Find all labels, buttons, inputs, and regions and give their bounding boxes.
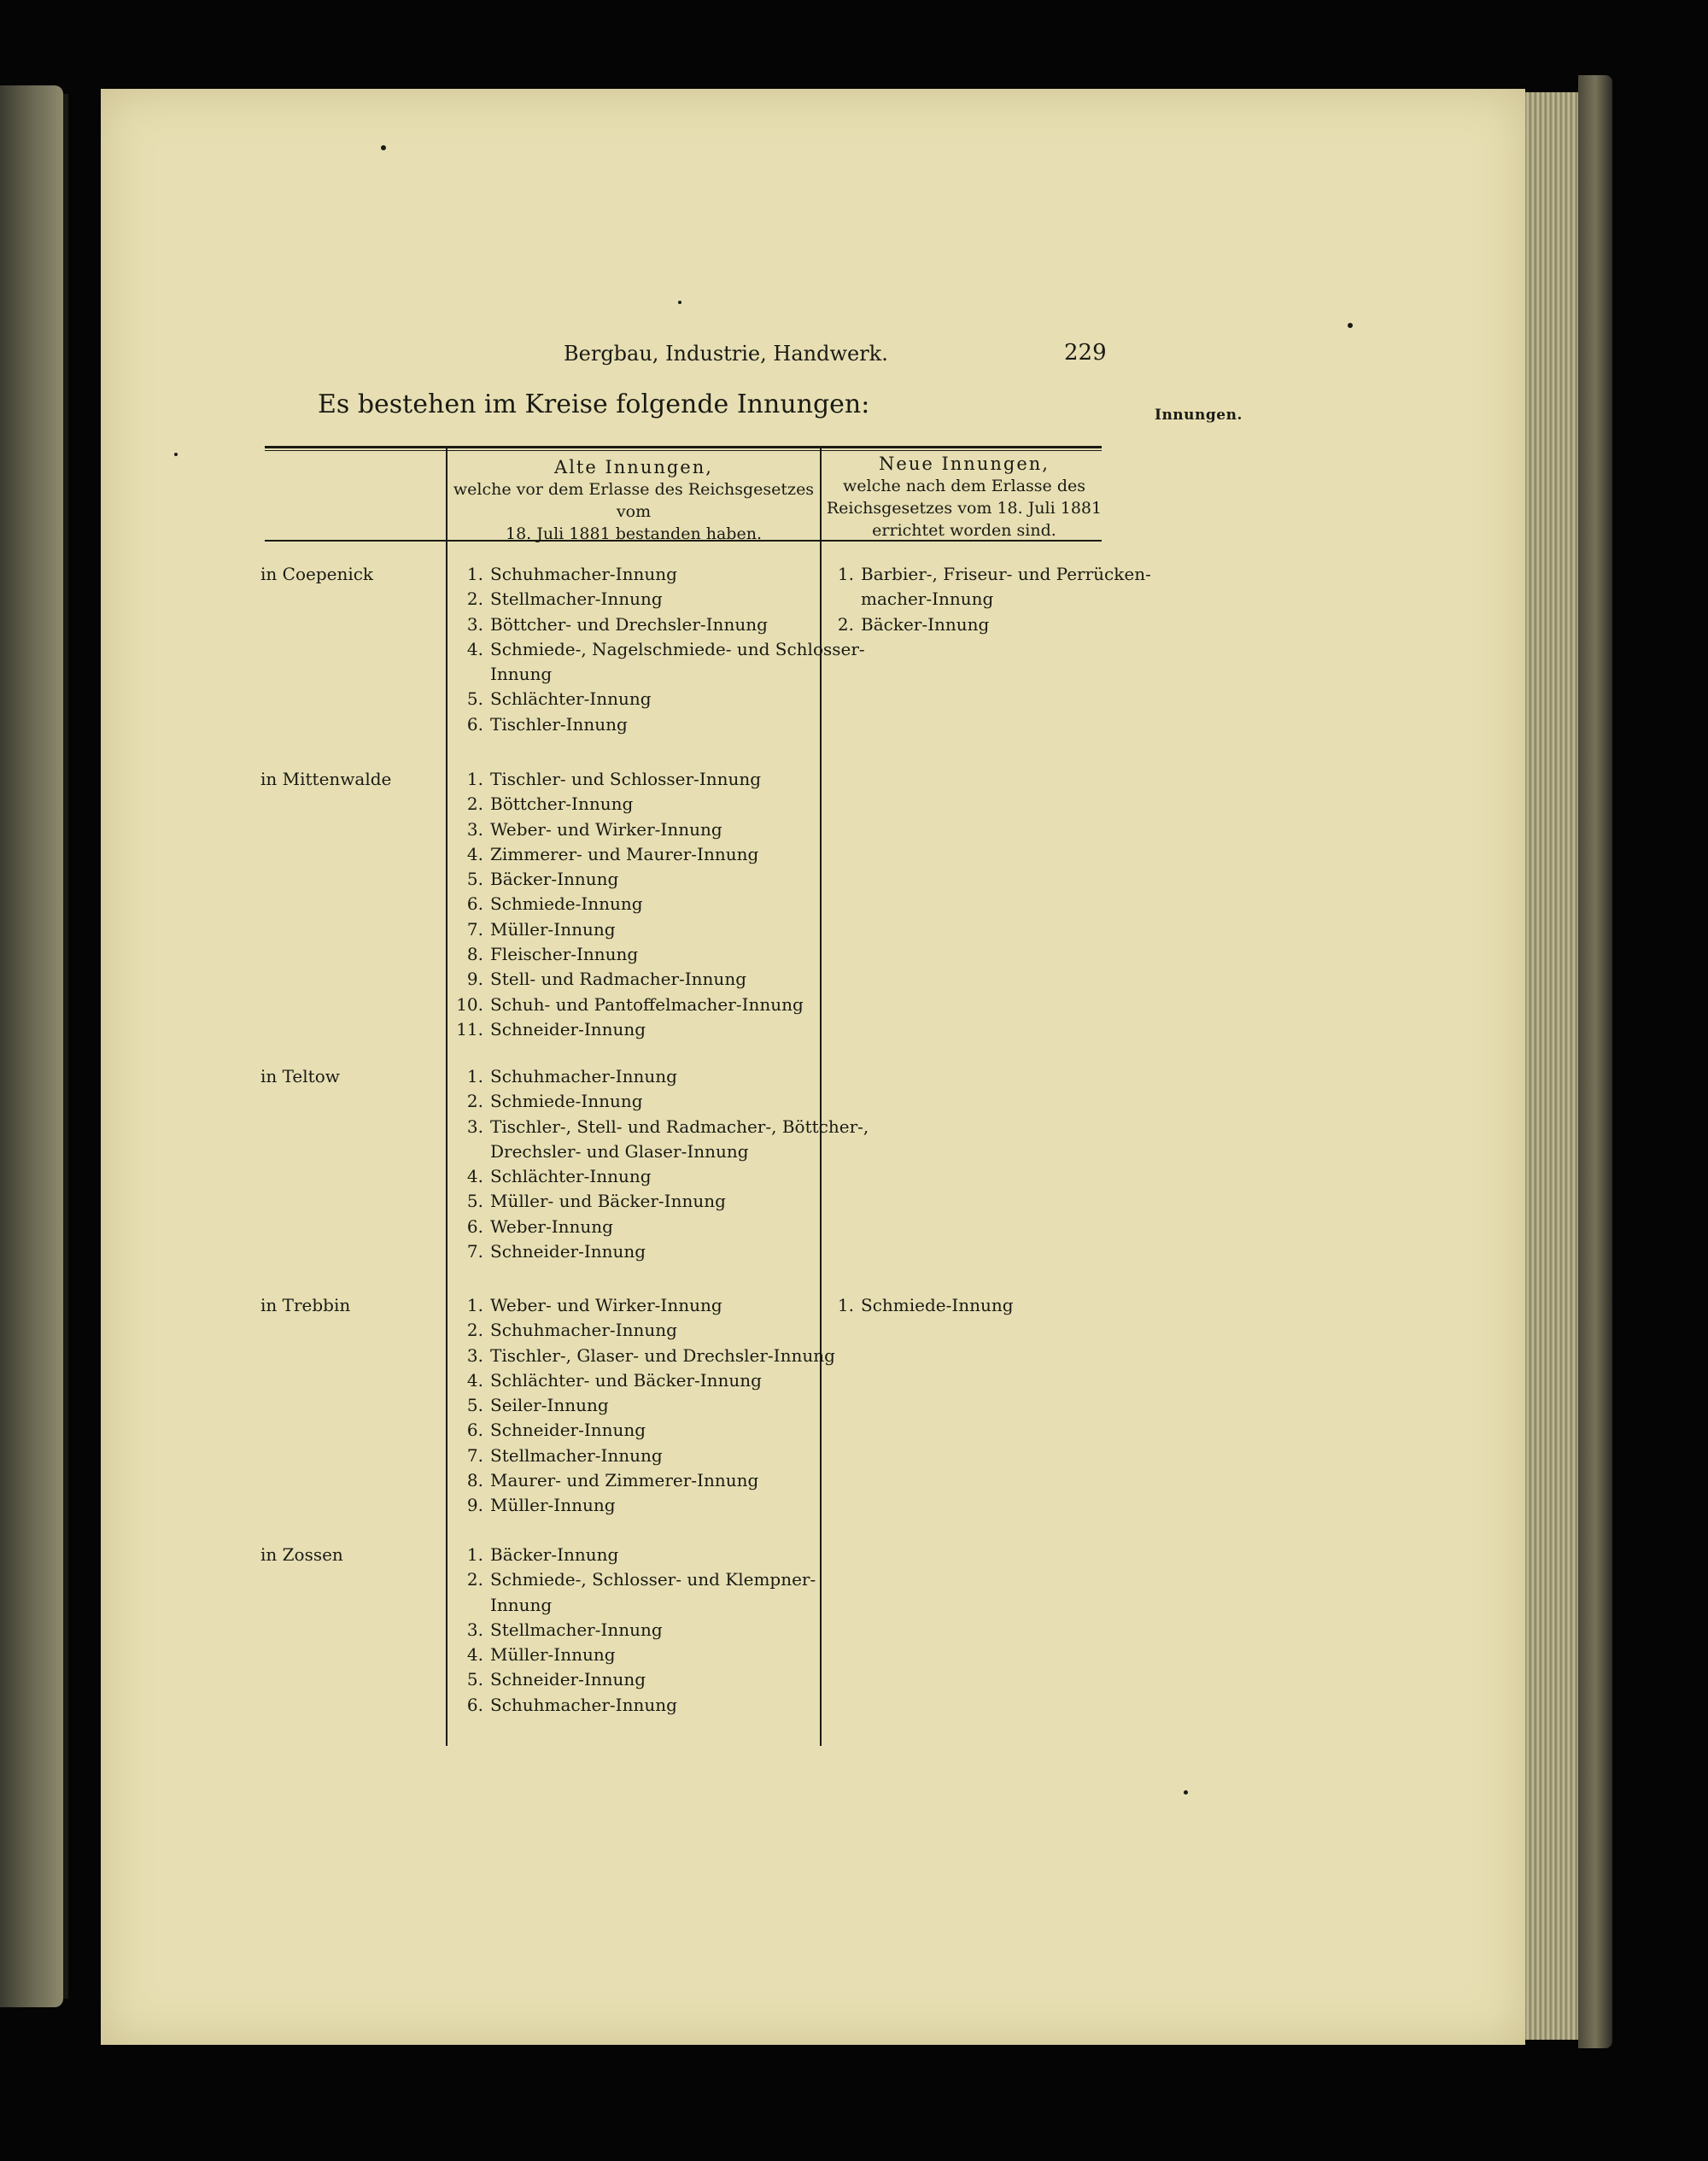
item-text: Schlächter-Innung [490,1166,652,1187]
list-item [453,562,865,587]
item-number: 3. [466,1619,483,1640]
book-cover-edge [1578,75,1612,2048]
list-item [453,1618,816,1643]
list-item [453,1567,816,1592]
new-innung-list [823,562,1151,637]
item-text: Schneider-Innung [490,1669,646,1690]
column-header-new-line3: errichtet worden sind. [872,521,1056,540]
list-item [453,612,865,637]
page-block-edge [1525,92,1578,2040]
item-text: Seiler-Innung [490,1395,609,1416]
list-item [453,1368,835,1393]
list-item [453,1643,816,1667]
item-text: Böttcher- und Drechsler-Innung [490,613,768,635]
speck [174,453,178,456]
list-item [453,1189,869,1214]
list-item [453,587,865,612]
list-item [453,1468,835,1493]
item-number: 1. [466,564,483,584]
list-item [453,892,804,917]
item-text: Tischler- und Schlosser-Innung [490,769,762,789]
list-item [453,1593,816,1618]
item-number: 11. [456,1018,483,1040]
column-header-new-line2: Reichsgesetzes vom 18. Juli 1881 [826,499,1103,518]
page-number: 229 [1064,340,1107,366]
item-number: 5. [466,869,483,890]
item-number: 4. [466,1166,483,1187]
item-number: 6. [466,1694,483,1715]
old-innung-list [453,767,804,1042]
facing-page-edge [0,85,63,2007]
list-item [453,792,804,817]
item-text: Schneider-Innung [490,1420,646,1441]
list-item [453,917,804,942]
item-number: 4. [466,1369,483,1391]
list-item [453,1215,869,1239]
item-text: Müller-Innung [490,918,616,940]
old-innung-list [453,1543,816,1718]
item-text: Maurer- und Zimmerer-Innung [490,1470,759,1491]
list-item [453,662,865,687]
item-number: 2. [466,794,483,815]
item-text: Schneider-Innung [490,1241,646,1262]
column-divider-1 [446,448,447,1746]
list-item [453,1139,869,1164]
item-number: 5. [466,1191,483,1212]
item-text: Schlächter-Innung [490,688,652,710]
item-text: Müller-Innung [490,1644,616,1666]
list-item [453,1115,869,1139]
item-text: Bäcker-Innung [490,1544,619,1565]
item-text: Barbier-, Friseur- und Perrücken- [861,564,1151,584]
list-item [823,587,1151,612]
item-text: Innung [490,1594,553,1615]
list-item [453,942,804,967]
item-text: Schneider-Innung [490,1018,646,1040]
item-number: 2. [466,1320,483,1341]
list-item [823,562,1151,587]
column-header-old-line1: welche vor dem Erlasse des Reichsgesetzes vom [453,480,815,521]
place-name: in Mittenwalde [260,769,392,789]
item-text: Schlächter- und Bäcker-Innung [490,1369,762,1391]
new-innung-list [823,1293,1014,1318]
facing-page-shadow [63,94,68,1999]
item-number: 5. [466,1669,483,1690]
item-text: Schuhmacher-Innung [490,564,677,584]
list-item [823,1293,1014,1318]
running-title: Bergbau, Industrie, Handwerk. [564,342,888,366]
old-innung-list [453,1293,835,1519]
item-text: Schmiede-Innung [490,893,643,915]
list-item [823,612,1151,637]
item-text: Innung [490,664,553,685]
item-number: 4. [466,638,483,659]
margin-note: Innungen. [1155,407,1243,424]
item-number: 3. [466,818,483,840]
item-number: 3. [466,613,483,635]
item-text: Tischler-, Glaser- und Drechsler-Innung [490,1344,835,1366]
item-text: Tischler-Innung [490,713,628,735]
list-item [453,1239,869,1264]
item-text: Weber- und Wirker-Innung [490,1295,722,1315]
item-text: Tischler-, Stell- und Radmacher-, Böttcher-, [490,1116,869,1137]
item-text: macher-Innung [861,589,994,610]
item-text: Müller- und Bäcker-Innung [490,1191,726,1212]
speck [1184,1790,1188,1795]
speck [381,145,386,150]
item-text: Müller-Innung [490,1495,616,1516]
column-header-old [449,456,818,545]
item-number: 9. [466,969,483,990]
item-number: 2. [466,589,483,610]
item-text: Schuhmacher-Innung [490,1066,677,1086]
list-item [453,1667,816,1692]
old-innung-list [453,1064,869,1264]
column-header-old-title: Alte Innungen, [554,457,713,477]
item-text: Schuhmacher-Innung [490,1320,677,1341]
list-item [453,637,865,662]
item-number: 3. [466,1116,483,1137]
item-number: 1. [837,564,854,584]
item-text: Zimmerer- und Maurer-Innung [490,843,759,864]
list-item [453,967,804,992]
list-item [453,687,865,712]
item-text: Schmiede-Innung [861,1295,1014,1315]
column-header-new-title: Neue Innungen, [879,454,1050,474]
place-name: in Teltow [260,1066,340,1086]
item-text: Schmiede-, Schlosser- und Klempner- [490,1569,816,1590]
list-item [453,1164,869,1189]
item-number: 4. [466,1644,483,1666]
item-number: 1. [466,769,483,789]
item-number: 6. [466,713,483,735]
item-text: Drechsler- und Glaser-Innung [490,1140,749,1162]
item-number: 7. [466,918,483,940]
item-number: 9. [466,1495,483,1516]
item-text: Stellmacher-Innung [490,589,663,610]
list-item [453,1344,835,1368]
list-item [453,842,804,867]
item-text: Stell- und Radmacher-Innung [490,969,746,990]
item-number: 10. [456,993,483,1015]
item-number: 2. [466,1569,483,1590]
place-name: in Trebbin [260,1295,351,1315]
list-item [453,1493,835,1518]
item-number: 7. [466,1241,483,1262]
list-item [453,767,804,792]
item-number: 8. [466,944,483,965]
item-text: Schuh- und Pantoffelmacher-Innung [490,993,804,1015]
list-item [453,1693,816,1718]
old-innung-list [453,562,865,737]
item-number: 6. [466,893,483,915]
table-top-rule-thin [265,450,1102,451]
list-item [453,1418,835,1443]
list-item [453,817,804,842]
item-text: Schuhmacher-Innung [490,1694,677,1715]
speck [678,301,681,304]
item-text: Stellmacher-Innung [490,1619,663,1640]
place-name: in Zossen [260,1544,343,1565]
item-number: 2. [466,1091,483,1112]
table-top-rule [265,446,1102,448]
item-number: 1. [837,1295,854,1315]
item-number: 4. [466,843,483,864]
item-number: 2. [837,613,854,635]
item-number: 5. [466,1395,483,1416]
list-item [453,712,865,737]
item-number: 5. [466,688,483,710]
list-item [453,1017,804,1042]
item-text: Schmiede-, Nagelschmiede- und Schlosser- [490,638,865,659]
list-item [453,867,804,892]
speck [1348,323,1353,328]
list-item [453,1064,869,1089]
item-text: Weber- und Wirker-Innung [490,818,722,840]
item-number: 1. [466,1295,483,1315]
item-text: Stellmacher-Innung [490,1444,663,1466]
item-text: Bäcker-Innung [861,613,990,635]
item-number: 6. [466,1420,483,1441]
list-item [453,1293,835,1318]
item-number: 3. [466,1344,483,1366]
column-header-new-line1: welche nach dem Erlasse des [843,477,1085,495]
place-name: in Coepenick [260,564,374,584]
item-number: 7. [466,1444,483,1466]
item-number: 1. [466,1544,483,1565]
item-text: Bäcker-Innung [490,869,619,890]
item-text: Weber-Innung [490,1215,613,1237]
item-text: Böttcher-Innung [490,794,634,815]
list-item [453,1089,869,1114]
intro-heading: Es bestehen im Kreise folgende Innungen: [318,389,870,419]
item-text: Fleischer-Innung [490,944,639,965]
column-header-new [823,453,1105,542]
list-item [453,1318,835,1343]
list-item [453,993,804,1017]
item-number: 8. [466,1470,483,1491]
list-item [453,1444,835,1468]
item-number: 6. [466,1215,483,1237]
item-text: Schmiede-Innung [490,1091,643,1112]
column-header-old-line2: 18. Juli 1881 bestanden haben. [506,524,762,543]
item-number: 1. [466,1066,483,1086]
list-item [453,1393,835,1418]
list-item [453,1543,816,1567]
